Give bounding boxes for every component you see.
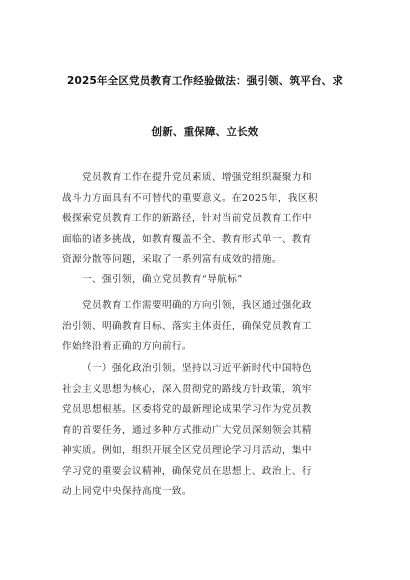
paragraph-line: 育的首要任务，通过多种方式推动广大党员深刻领会其精: [62, 424, 312, 436]
paragraph-line: 作始终沿着正确的方向前行。: [62, 341, 192, 352]
paragraph-line: 学习党的重要会议精神，确保党员在思想上、政治上、行: [62, 465, 312, 477]
paragraph-intro: [62, 168, 357, 271]
section-heading-text: 一、强引领，确立党员教育“导航标”: [82, 274, 243, 285]
paragraph-line: 党员教育工作在提升党员素质、增强党组织凝聚力和: [82, 172, 312, 183]
paragraph-line: 党员教育工作需要明确的方向引领，我区通过强化政: [82, 300, 312, 311]
paragraph-line: 社会主义思想为核心，深入贯彻党的路线方针政策，筑牢: [62, 383, 312, 395]
document-title-line-1: 2025年全区党员教育工作经验做法：强引领、筑平台、求: [66, 75, 344, 87]
paragraph-line: 党员思想根基。区委将党的最新理论成果学习作为党员教: [62, 404, 312, 415]
paragraph-line: （一）强化政治引领。坚持以习近平新时代中国特色: [82, 363, 312, 374]
paragraph-line: 动上同党中央保持高度一致。: [62, 486, 192, 497]
paragraph-political-guidance: [62, 359, 357, 503]
paragraph-line: 面临的诸多挑战，如教育覆盖不全、教育形式单一、教育: [62, 233, 312, 245]
paragraph-line: 资源分散等问题，采取了一系列富有成效的措施。: [62, 254, 282, 265]
paragraph-line: 战斗力方面具有不可替代的重要意义。在2025年，我区积: [62, 192, 318, 204]
document-title-line-2: 创新、重保障、立长效: [151, 126, 259, 138]
paragraph-line: 极探索党员教育工作的新路径，针对当前党员教育工作中: [62, 213, 312, 224]
paragraph-direction: [62, 296, 357, 358]
paragraph-line: 神实质。例如，组织开展全区党员理论学习月活动，集中: [62, 445, 312, 456]
section-heading: [62, 270, 357, 291]
paragraph-line: 治引领、明确教育目标、落实主体责任，确保党员教育工: [62, 320, 312, 332]
